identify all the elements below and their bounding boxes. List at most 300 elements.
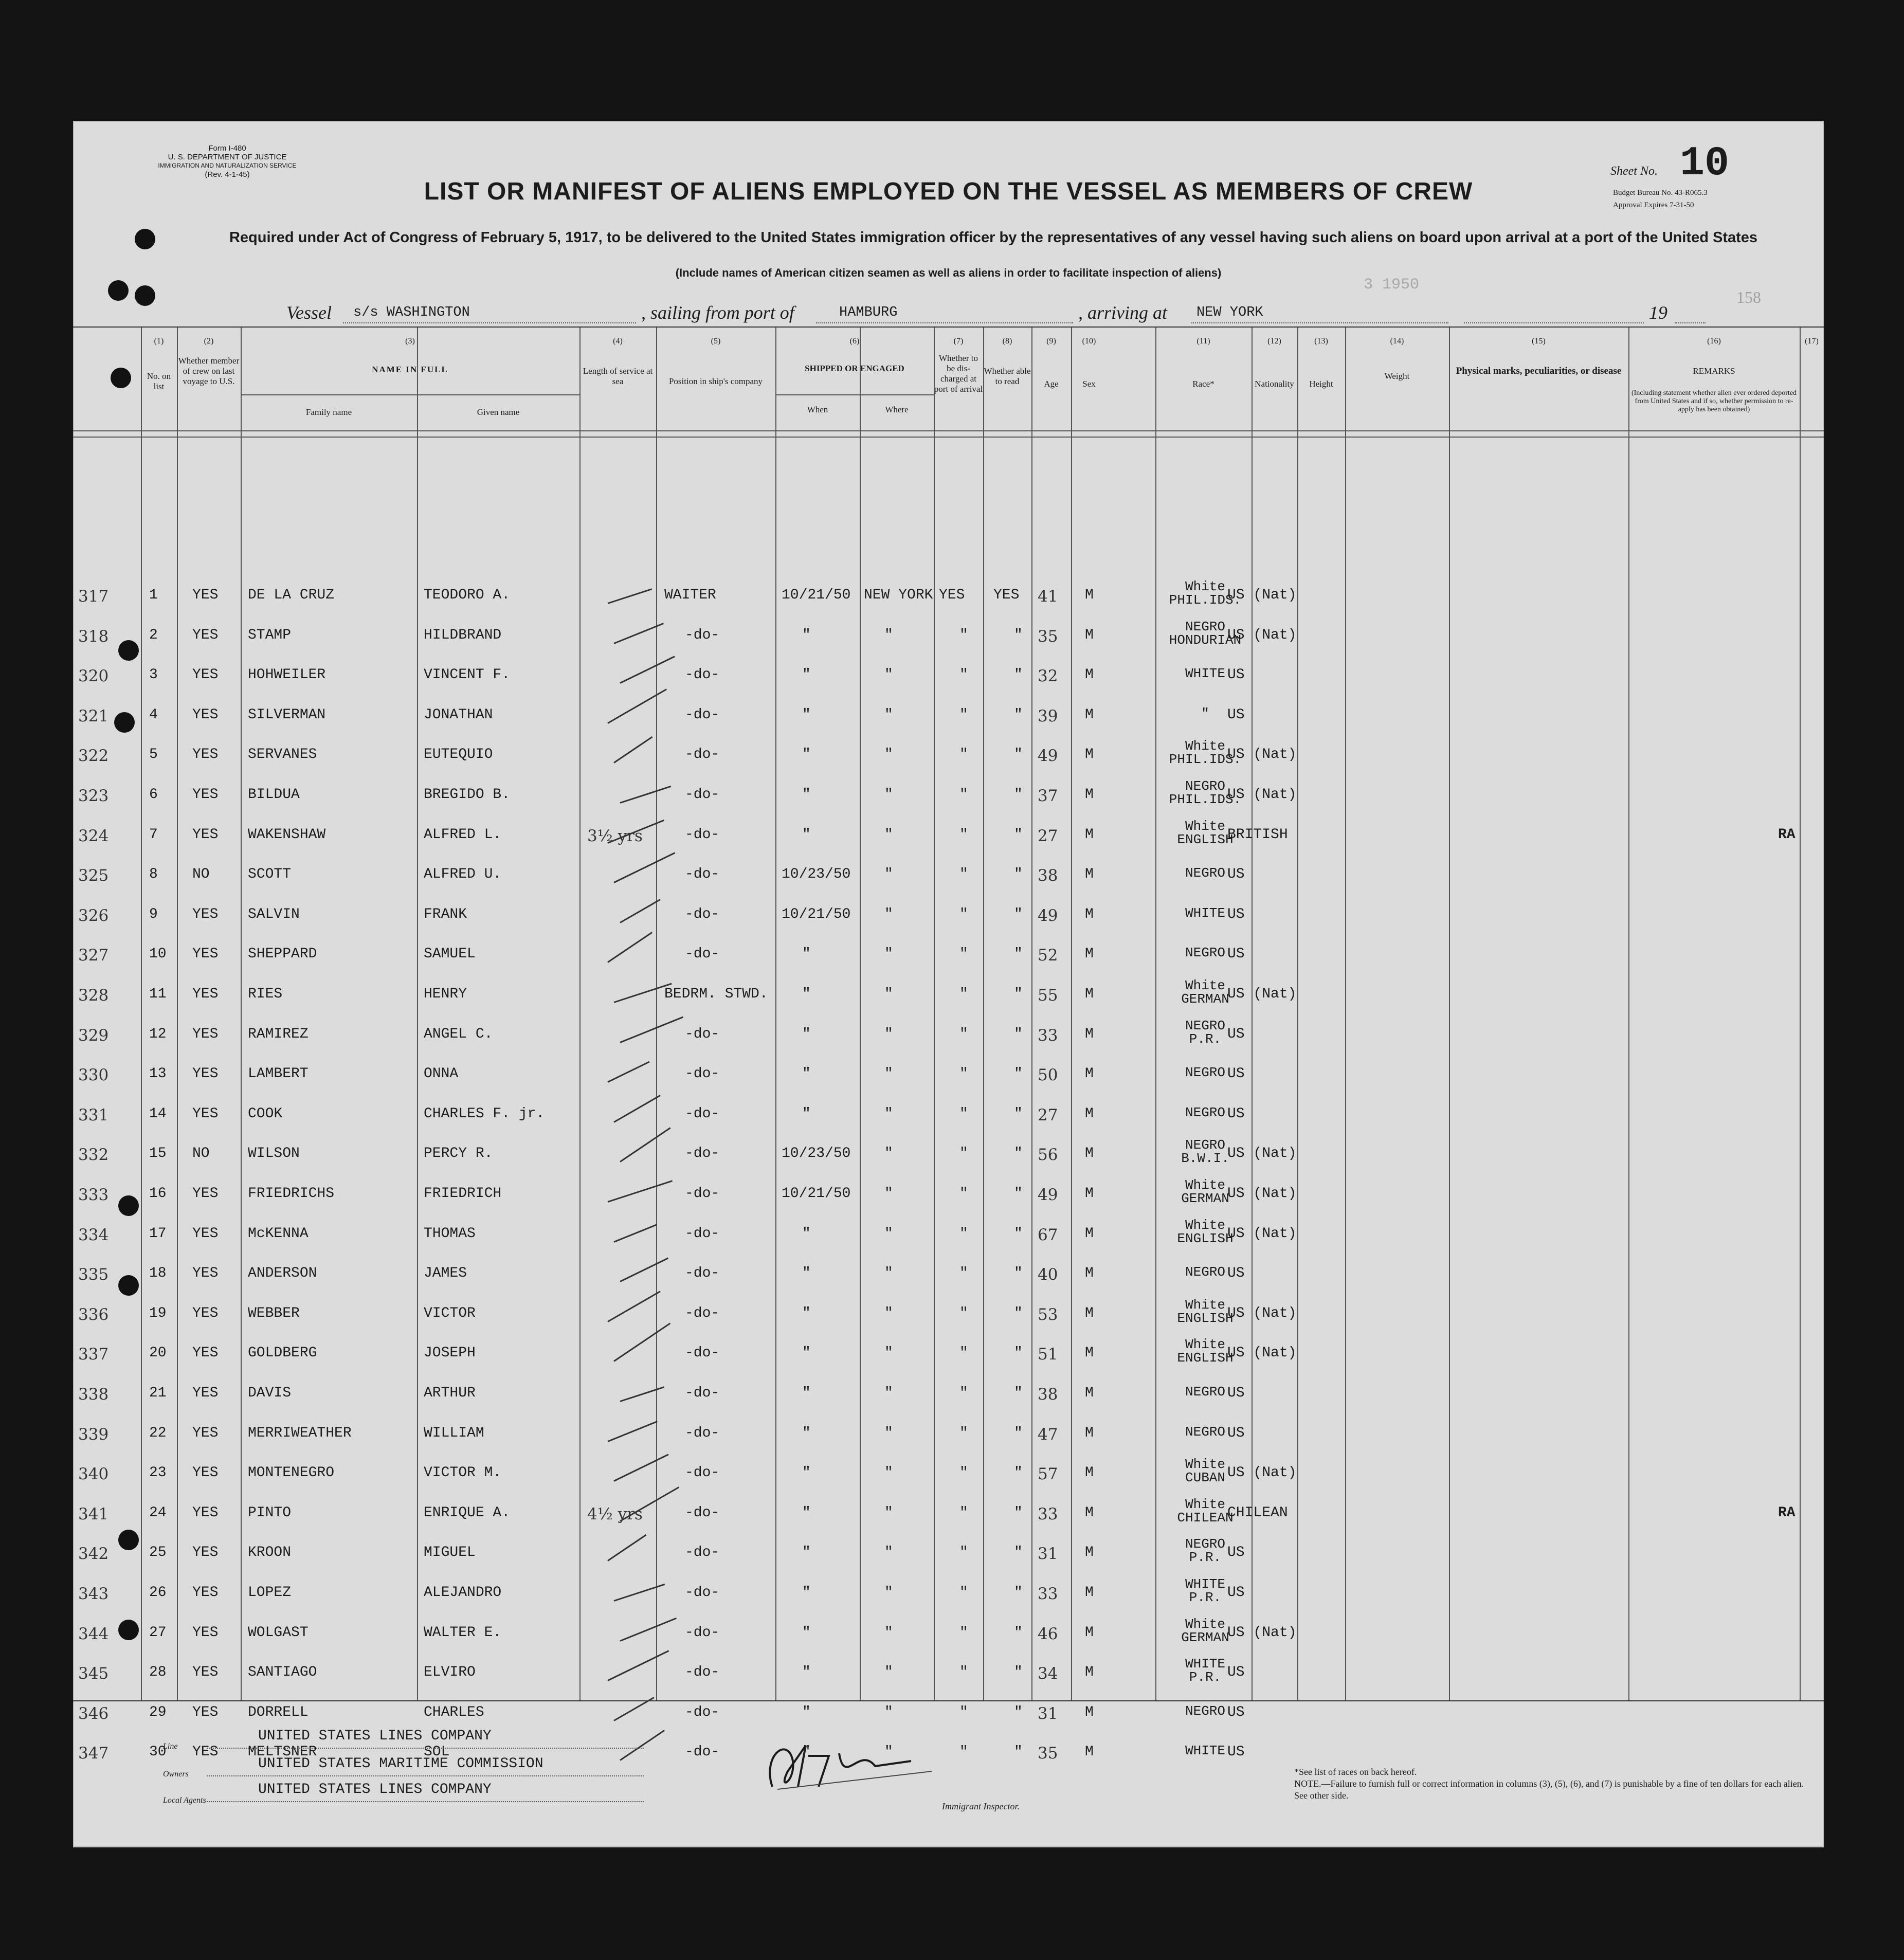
given-name: JONATHAN xyxy=(424,706,493,723)
ref-number: 343 xyxy=(78,1585,109,1603)
race-line-2: " xyxy=(1201,705,1209,721)
list-number: 29 xyxy=(149,1704,167,1720)
list-number: 2 xyxy=(149,627,158,643)
race-line-2: ENGLISH xyxy=(1177,1230,1234,1246)
margin-number: 158 xyxy=(1736,288,1761,306)
shipped-where: " xyxy=(884,1105,893,1122)
family-name: LOPEZ xyxy=(248,1585,292,1601)
nationality: BRITISH xyxy=(1227,826,1288,843)
check-mark xyxy=(607,1061,649,1083)
ref-number: 329 xyxy=(78,1026,109,1045)
shipped-when: " xyxy=(802,1105,811,1122)
position: -do- xyxy=(685,1664,720,1681)
col4-header: Length of service at sea xyxy=(583,366,653,386)
table-row xyxy=(73,619,1824,648)
race-line-2: CHILEAN xyxy=(1177,1510,1234,1526)
discharged: " xyxy=(959,1146,968,1162)
able-to-read: " xyxy=(1014,1066,1023,1082)
given-name: VICTOR M. xyxy=(424,1465,502,1481)
race-line-2: GERMAN xyxy=(1181,991,1229,1007)
given-name: HILDBRAND xyxy=(424,627,502,643)
col2-number: (2) xyxy=(204,337,214,346)
check-mark xyxy=(608,1180,673,1203)
nationality: US (Nat) xyxy=(1227,1225,1297,1242)
given-name: BREGIDO B. xyxy=(424,787,511,803)
sex: M xyxy=(1085,1585,1094,1601)
family-name: SERVANES xyxy=(248,747,317,763)
agents-value: UNITED STATES LINES COMPANY xyxy=(258,1782,492,1798)
table-row xyxy=(73,1457,1824,1486)
table-row xyxy=(73,1018,1824,1047)
family-name: DAVIS xyxy=(248,1385,292,1401)
check-mark xyxy=(608,588,652,604)
shipped-when: " xyxy=(802,747,811,763)
given-name: FRIEDRICH xyxy=(424,1186,502,1202)
table-row xyxy=(73,1217,1824,1246)
discharged: " xyxy=(959,627,968,643)
able-to-read: " xyxy=(1014,1545,1023,1561)
check-mark xyxy=(607,932,652,963)
position: -do- xyxy=(685,1624,720,1641)
line-rule xyxy=(207,1748,644,1749)
vessel-label: Vessel xyxy=(286,302,332,323)
age: 47 xyxy=(1038,1425,1058,1444)
check-mark xyxy=(613,1697,654,1721)
shipped-where: " xyxy=(884,866,893,883)
age: 38 xyxy=(1038,866,1058,885)
nationality: US xyxy=(1227,1265,1245,1282)
col1-number: (1) xyxy=(154,337,164,346)
position: -do- xyxy=(685,706,720,723)
race-line-2: ENGLISH xyxy=(1177,831,1234,847)
shipped-when: 10/21/50 xyxy=(782,1186,851,1202)
sex: M xyxy=(1085,826,1094,843)
nationality: US (Nat) xyxy=(1227,787,1297,803)
ref-number: 346 xyxy=(78,1704,109,1723)
shipped-where: " xyxy=(884,627,893,643)
given-name: ARTHUR xyxy=(424,1385,476,1401)
discharged: " xyxy=(959,1744,968,1761)
sex: M xyxy=(1085,587,1094,603)
race xyxy=(1167,620,1244,647)
race-line-2: P.R. xyxy=(1189,1550,1222,1566)
check-mark xyxy=(607,688,667,724)
race-line-2: WHITE xyxy=(1185,905,1225,921)
check-mark xyxy=(620,1016,683,1043)
able-to-read: " xyxy=(1014,667,1023,683)
position: -do- xyxy=(685,667,720,683)
discharged: " xyxy=(959,1704,968,1720)
discharged: " xyxy=(959,986,968,1002)
shipped-where: " xyxy=(884,1066,893,1082)
position: -do- xyxy=(685,1585,720,1601)
position: -do- xyxy=(685,787,720,803)
shipped-when: " xyxy=(802,826,811,843)
last-voyage: NO xyxy=(192,866,210,883)
shipped-where: " xyxy=(884,906,893,922)
discharged: " xyxy=(959,1186,968,1202)
punch-hole xyxy=(114,712,135,733)
given-name: ELVIRO xyxy=(424,1664,476,1681)
check-mark xyxy=(620,786,672,804)
list-number: 27 xyxy=(149,1624,167,1641)
race-line-1: WHITE xyxy=(1185,1656,1225,1672)
given-name: CHARLES xyxy=(424,1704,484,1720)
last-voyage: YES xyxy=(192,1704,219,1720)
table-row xyxy=(73,1337,1824,1366)
list-number: 20 xyxy=(149,1345,167,1362)
race xyxy=(1167,1019,1244,1046)
race-line-1: White xyxy=(1185,818,1225,834)
length-of-service: 4½ yrs xyxy=(587,1504,643,1523)
race-line-1: White xyxy=(1185,1177,1225,1193)
given-name: JAMES xyxy=(424,1265,467,1282)
vessel-name: s/s WASHINGTON xyxy=(353,305,470,320)
position: -do- xyxy=(685,866,720,883)
ref-number: 330 xyxy=(78,1066,109,1085)
punch-hole xyxy=(111,368,131,388)
family-name: RIES xyxy=(248,986,283,1002)
age: 33 xyxy=(1038,1585,1058,1603)
family-name: KROON xyxy=(248,1545,292,1561)
race xyxy=(1167,1178,1244,1205)
ref-number: 325 xyxy=(78,866,109,885)
list-number: 28 xyxy=(149,1664,167,1681)
race-line-1: White xyxy=(1185,1616,1225,1632)
shipped-where: " xyxy=(884,946,893,963)
position: -do- xyxy=(685,1265,720,1282)
sailing-port: HAMBURG xyxy=(839,305,898,320)
age: 49 xyxy=(1038,747,1058,766)
race-line-2: PHIL.IDS. xyxy=(1169,592,1242,608)
last-voyage: YES xyxy=(192,946,219,963)
form-identification xyxy=(135,144,320,179)
list-number: 9 xyxy=(149,906,158,922)
family-name: DE LA CRUZ xyxy=(248,587,335,603)
able-to-read: " xyxy=(1014,906,1023,922)
able-to-read: " xyxy=(1014,826,1023,843)
shipped-when: " xyxy=(802,1744,811,1761)
col-divider xyxy=(1071,328,1072,1700)
table-row xyxy=(73,579,1824,608)
race xyxy=(1167,946,1244,959)
race xyxy=(1167,580,1244,607)
col5-number: (5) xyxy=(711,337,721,346)
nationality: US (Nat) xyxy=(1227,1146,1297,1162)
position: -do- xyxy=(685,1066,720,1082)
given-name: WILLIAM xyxy=(424,1425,484,1441)
discharged: " xyxy=(959,706,968,723)
given-name: EUTEQUIO xyxy=(424,747,493,763)
able-to-read: " xyxy=(1014,946,1023,963)
shipped-where: " xyxy=(884,1585,893,1601)
col16-header: REMARKS xyxy=(1693,366,1735,376)
sex: M xyxy=(1085,1465,1094,1481)
sex: M xyxy=(1085,1744,1094,1761)
shipped-when: " xyxy=(802,1465,811,1481)
table-row xyxy=(73,1536,1824,1566)
list-number: 4 xyxy=(149,706,158,723)
required-statement: Required under Act of Congress of February 5, 1917, to be delivered to the United States immigration officer by the representatives of any vessel having such aliens on board upon arrival at a port of the United States xyxy=(229,229,1758,246)
shipped-when: " xyxy=(802,706,811,723)
able-to-read: " xyxy=(1014,706,1023,723)
position: -do- xyxy=(685,906,720,922)
table-row xyxy=(73,1425,1824,1444)
shipped-when: " xyxy=(802,1425,811,1441)
race-line-1: White xyxy=(1185,738,1225,754)
col-divider xyxy=(860,328,861,1700)
table-row xyxy=(73,667,1824,685)
last-voyage: YES xyxy=(192,1545,219,1561)
agents-label: Local Agents xyxy=(163,1796,206,1805)
col2-header: Whether member of crew on last voyage to U.S. xyxy=(178,356,240,386)
given-name: ALEJANDRO xyxy=(424,1585,502,1601)
discharged: " xyxy=(959,1026,968,1042)
sex: M xyxy=(1085,1265,1094,1282)
shipped-when: " xyxy=(802,1664,811,1681)
col-divider xyxy=(1449,328,1450,1700)
list-number: 18 xyxy=(149,1265,167,1282)
position: -do- xyxy=(685,946,720,963)
table-row xyxy=(73,978,1824,1007)
ref-number: 327 xyxy=(78,946,109,965)
position: BEDRM. STWD. xyxy=(664,986,768,1002)
age: 33 xyxy=(1038,1026,1058,1045)
race-line-2: HONDURIAN xyxy=(1169,632,1242,648)
race xyxy=(1167,707,1244,720)
shipped-when: " xyxy=(802,627,811,643)
age: 39 xyxy=(1038,706,1058,725)
budget-bureau: Budget Bureau No. 43-R065.3 xyxy=(1613,189,1708,197)
check-mark xyxy=(620,1486,679,1522)
ref-number: 324 xyxy=(78,826,109,845)
family-name: COOK xyxy=(248,1105,283,1122)
sex: M xyxy=(1085,1704,1094,1720)
last-voyage: YES xyxy=(192,1624,219,1641)
race xyxy=(1167,1744,1244,1757)
col-divider xyxy=(417,328,418,1700)
position: WAITER xyxy=(664,587,716,603)
age: 37 xyxy=(1038,787,1058,805)
sex: M xyxy=(1085,1105,1094,1122)
discharged: " xyxy=(959,787,968,803)
nationality: US xyxy=(1227,706,1245,723)
sex: M xyxy=(1085,747,1094,763)
when-header: When xyxy=(807,405,828,414)
list-number: 8 xyxy=(149,866,158,883)
col10-header: Sex xyxy=(1082,379,1096,389)
race-line-1: White xyxy=(1185,1337,1225,1353)
punch-hole xyxy=(118,1275,139,1296)
sex: M xyxy=(1085,1345,1094,1362)
age: 51 xyxy=(1038,1345,1058,1364)
col13-header: Height xyxy=(1309,379,1333,389)
sex: M xyxy=(1085,787,1094,803)
given-name: THOMAS xyxy=(424,1225,476,1242)
col-divider xyxy=(1252,328,1253,1700)
ref-number: 347 xyxy=(78,1744,109,1763)
col-divider xyxy=(177,328,178,1700)
check-mark xyxy=(613,1224,657,1242)
col16-subheader: (Including statement whether alien ever ordered deported from United States and if so, whether permission to re-apply has been obtained) xyxy=(1631,389,1797,413)
race xyxy=(1167,1264,1245,1282)
able-to-read: " xyxy=(1014,866,1023,883)
col-divider xyxy=(241,328,242,1700)
sex: M xyxy=(1085,1146,1094,1162)
sex: M xyxy=(1085,1504,1094,1521)
race-line-1: White xyxy=(1185,579,1225,594)
last-voyage: YES xyxy=(192,747,219,763)
col-divider xyxy=(1628,328,1629,1700)
discharged: " xyxy=(959,906,968,922)
col12-header: Nationality xyxy=(1255,379,1294,389)
sex: M xyxy=(1085,946,1094,963)
family-name: MONTENEGRO xyxy=(248,1465,335,1481)
family-name: MERRIWEATHER xyxy=(248,1425,352,1441)
given-name: VICTOR xyxy=(424,1305,476,1321)
able-to-read: " xyxy=(1014,1186,1023,1202)
last-voyage: YES xyxy=(192,667,219,683)
position: -do- xyxy=(685,1545,720,1561)
check-mark xyxy=(620,1128,671,1163)
col-divider xyxy=(983,328,984,1700)
able-to-read: " xyxy=(1014,1504,1023,1521)
col6-header: SHIPPED OR ENGAGED xyxy=(805,364,904,373)
vessel-rule xyxy=(343,322,636,323)
shipped-when: " xyxy=(802,1704,811,1720)
nationality: US (Nat) xyxy=(1227,1624,1297,1641)
given-name: ALFRED L. xyxy=(424,826,502,843)
race-line-1: WHITE xyxy=(1185,1576,1225,1592)
list-number: 15 xyxy=(149,1146,167,1162)
sex: M xyxy=(1085,1026,1094,1042)
race xyxy=(1167,979,1244,1006)
punch-hole xyxy=(135,285,155,306)
nationality: US (Nat) xyxy=(1227,747,1297,763)
age: 50 xyxy=(1038,1066,1058,1085)
table-row xyxy=(73,1704,1824,1723)
family-name: McKENNA xyxy=(248,1225,309,1242)
page-title: LIST OR MANIFEST OF ALIENS EMPLOYED ON THE VESSEL AS MEMBERS OF CREW xyxy=(424,178,1473,205)
position: -do- xyxy=(685,1504,720,1521)
col-divider xyxy=(141,328,142,1700)
position: -do- xyxy=(685,1146,720,1162)
age: 55 xyxy=(1038,986,1058,1005)
discharged: " xyxy=(959,1465,968,1481)
name-subheader-rule xyxy=(241,394,579,395)
nationality: US xyxy=(1227,667,1245,683)
sex: M xyxy=(1085,1425,1094,1441)
shipped-where: " xyxy=(884,706,893,723)
sex: M xyxy=(1085,1186,1094,1202)
shipped-when: " xyxy=(802,787,811,803)
race xyxy=(1167,1425,1244,1439)
table-row xyxy=(73,1496,1824,1526)
col-divider xyxy=(775,328,776,1700)
race-line-2: NEGRO xyxy=(1185,865,1225,881)
discharged: " xyxy=(959,1225,968,1242)
race-line-2: P.R. xyxy=(1189,1031,1222,1047)
family-name: WEBBER xyxy=(248,1305,300,1321)
race-line-2: NEGRO xyxy=(1185,1424,1225,1440)
position: -do- xyxy=(685,1465,720,1481)
race-line-2: GERMAN xyxy=(1181,1191,1229,1206)
given-name: VINCENT F. xyxy=(424,667,511,683)
list-number: 14 xyxy=(149,1105,167,1122)
year-label: 19 xyxy=(1649,302,1667,323)
check-mark xyxy=(613,852,675,883)
sailing-label: , sailing from port of xyxy=(641,302,794,323)
shipped-when: " xyxy=(802,1585,811,1601)
sex: M xyxy=(1085,627,1094,643)
shipped-where: " xyxy=(884,1425,893,1441)
last-voyage: YES xyxy=(192,1345,219,1362)
nationality: US xyxy=(1227,1026,1245,1042)
race xyxy=(1167,820,1244,846)
race-line-2: NEGRO xyxy=(1185,1264,1225,1280)
able-to-read: " xyxy=(1014,1425,1023,1441)
last-voyage: YES xyxy=(192,1186,219,1202)
race xyxy=(1167,906,1244,920)
check-mark xyxy=(607,1421,658,1442)
shipped-where: " xyxy=(884,1305,893,1321)
arriving-label: , arriving at xyxy=(1078,302,1168,323)
col12-number: (12) xyxy=(1267,337,1281,346)
shipped-when: " xyxy=(802,986,811,1002)
race xyxy=(1167,1618,1244,1644)
header-bottom-rule-2 xyxy=(73,437,1824,438)
race xyxy=(1167,1338,1244,1365)
table-row xyxy=(73,1106,1824,1124)
table-row xyxy=(73,778,1824,807)
header-bottom-rule xyxy=(73,430,1824,431)
able-to-read: YES xyxy=(993,587,1020,603)
family-name: STAMP xyxy=(248,627,292,643)
discharged: " xyxy=(959,1265,968,1282)
shipped-when: " xyxy=(802,1265,811,1282)
last-voyage: YES xyxy=(192,1265,219,1282)
nationality: US (Nat) xyxy=(1227,1465,1297,1481)
last-voyage: YES xyxy=(192,1225,219,1242)
punch-hole xyxy=(135,229,155,249)
sex: M xyxy=(1085,1305,1094,1321)
col14-header: Weight xyxy=(1384,371,1410,381)
arriving-rule xyxy=(1191,322,1448,323)
able-to-read: " xyxy=(1014,1704,1023,1720)
check-mark xyxy=(620,1617,677,1641)
able-to-read: " xyxy=(1014,1305,1023,1321)
table-row xyxy=(73,1066,1824,1084)
check-mark xyxy=(620,899,660,923)
discharged: " xyxy=(959,1105,968,1122)
race-line-2: NEGRO xyxy=(1185,1384,1225,1400)
nationality: US xyxy=(1227,1704,1245,1720)
able-to-read: " xyxy=(1014,1585,1023,1601)
age: 40 xyxy=(1038,1265,1058,1284)
race-line-1: White xyxy=(1185,1496,1225,1512)
shipped-where: " xyxy=(884,1146,893,1162)
nationality: US xyxy=(1227,1744,1245,1761)
last-voyage: YES xyxy=(192,1425,219,1441)
length-of-service: 3½ yrs xyxy=(587,826,643,845)
position: -do- xyxy=(685,1345,720,1362)
table-row xyxy=(73,738,1824,768)
sheet-number: 10 xyxy=(1680,140,1730,187)
family-name: PINTO xyxy=(248,1504,292,1521)
list-number: 11 xyxy=(149,986,167,1002)
position: -do- xyxy=(685,826,720,843)
list-number: 1 xyxy=(149,587,158,603)
